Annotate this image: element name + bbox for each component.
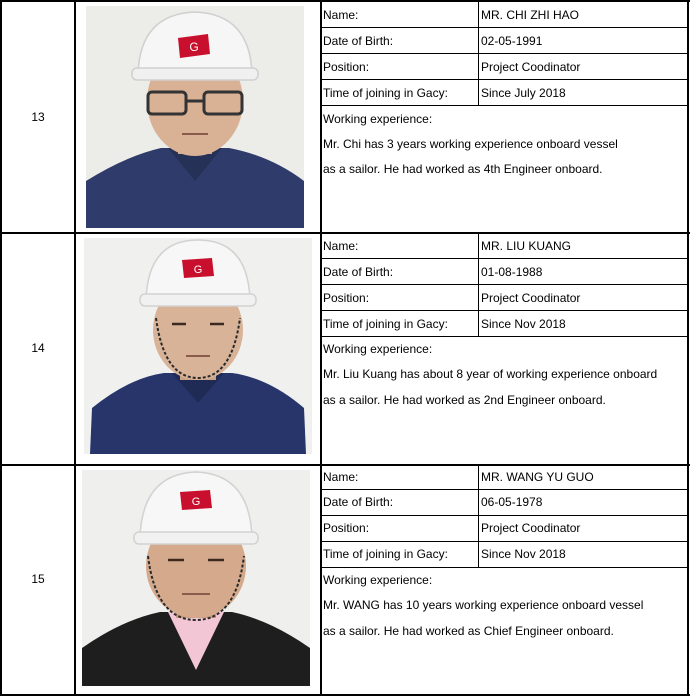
dob-value: 01-08-1988 <box>481 265 543 279</box>
row-number: 15 <box>31 572 45 586</box>
grid-line <box>320 567 689 568</box>
grid-line <box>320 336 689 337</box>
experience-text: Mr. WANG has 10 years working experience onboard vessel <box>323 598 644 612</box>
joining-label: Time of joining in Gacy: <box>323 547 448 561</box>
grid-line <box>320 541 689 542</box>
staff-photo <box>82 470 310 686</box>
svg-text:G: G <box>193 264 203 276</box>
svg-text:G: G <box>189 40 199 54</box>
experience-text: as a sailor. He had worked as Chief Engineer onboard. <box>323 624 614 638</box>
experience-label: Working experience: <box>323 342 433 356</box>
grid-line <box>320 27 689 28</box>
name-value: MR. WANG YU GUO <box>481 470 594 484</box>
name-label: Name: <box>323 8 359 22</box>
dob-value: 06-05-1978 <box>481 495 543 509</box>
grid-line <box>320 284 689 285</box>
name-label: Name: <box>323 470 359 484</box>
position-label: Position: <box>323 60 370 74</box>
grid-line <box>0 0 690 2</box>
position-value: Project Coodinator <box>481 521 581 535</box>
experience-text: as a sailor. He had worked as 4th Engineer onboard. <box>323 162 603 176</box>
grid-line <box>0 464 690 466</box>
svg-text:G: G <box>191 496 201 508</box>
joining-label: Time of joining in Gacy: <box>323 86 448 100</box>
dob-label: Date of Birth: <box>323 495 394 509</box>
joining-value: Since July 2018 <box>481 86 566 100</box>
staff-photo <box>86 6 304 228</box>
joining-label: Time of joining in Gacy: <box>323 317 448 331</box>
name-value: MR. CHI ZHI HAO <box>481 8 579 22</box>
name-label: Name: <box>323 239 359 253</box>
grid-line <box>320 79 689 80</box>
experience-text: Mr. Chi has 3 years working experience onboard vessel <box>323 137 618 151</box>
grid-line <box>320 489 689 490</box>
dob-label: Date of Birth: <box>323 34 394 48</box>
position-label: Position: <box>323 521 370 535</box>
row-number: 13 <box>31 110 45 124</box>
position-label: Position: <box>323 291 370 305</box>
experience-label: Working experience: <box>323 112 433 126</box>
row-number: 14 <box>31 341 45 355</box>
dob-label: Date of Birth: <box>323 265 394 279</box>
name-value: MR. LIU KUANG <box>481 239 572 253</box>
staff-photo <box>84 238 312 454</box>
grid-line <box>320 53 689 54</box>
dob-value: 02-05-1991 <box>481 34 543 48</box>
experience-text: Mr. Liu Kuang has about 8 year of working experience onboard <box>323 367 658 381</box>
grid-line <box>320 310 689 311</box>
grid-line <box>0 232 690 234</box>
grid-line <box>478 464 479 568</box>
grid-line <box>320 258 689 259</box>
grid-line <box>320 105 689 106</box>
joining-value: Since Nov 2018 <box>481 547 566 561</box>
position-value: Project Coodinator <box>481 291 581 305</box>
position-value: Project Coodinator <box>481 60 581 74</box>
grid-line <box>320 515 689 516</box>
experience-text: as a sailor. He had worked as 2nd Engineer onboard. <box>323 393 606 407</box>
joining-value: Since Nov 2018 <box>481 317 566 331</box>
experience-label: Working experience: <box>323 573 433 587</box>
